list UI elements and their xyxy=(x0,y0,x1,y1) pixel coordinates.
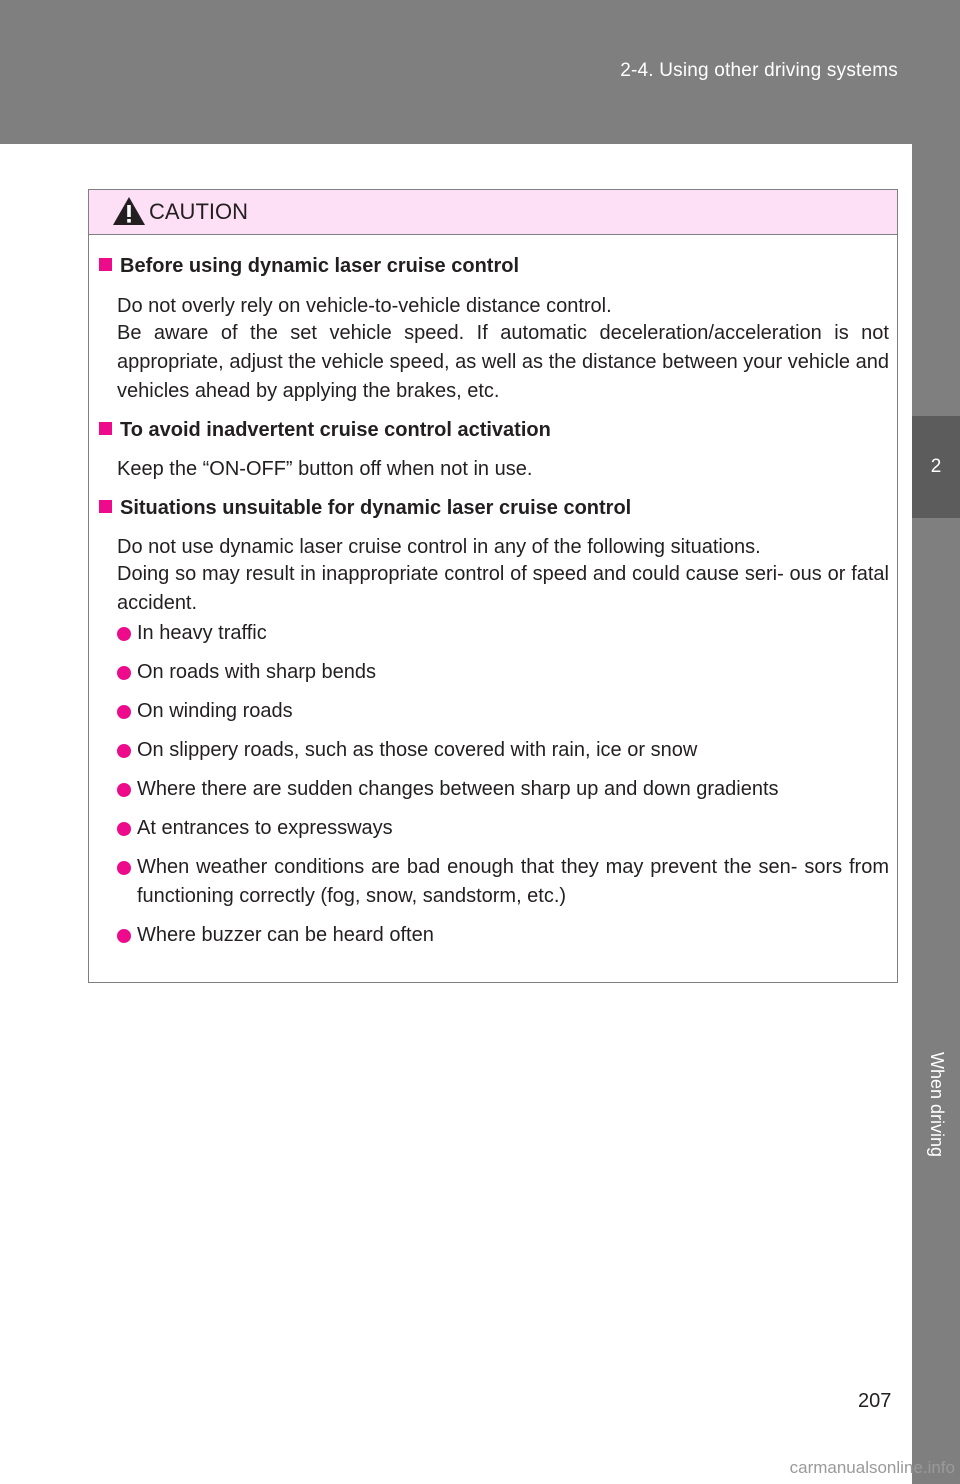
round-bullet-icon xyxy=(117,929,131,943)
caution-heading: CAUTION xyxy=(149,199,248,224)
list-item: On slippery roads, such as those covered with rain, ice or snow xyxy=(117,736,889,765)
paragraph-line: Keep the “ON-OFF” button off when not in use. xyxy=(117,458,533,480)
caution-header xyxy=(89,190,897,235)
square-bullet-icon xyxy=(99,500,112,513)
paragraph: Doing so may result in inappropriate control of speed and could cause seri- ous or fatal accident. xyxy=(117,563,889,614)
paragraph-line: Do not overly rely on vehicle-to-vehicle distance control. xyxy=(117,295,612,317)
paragraph-line: Do not use dynamic laser cruise control in any of the following situations. xyxy=(117,536,761,558)
round-bullet-icon xyxy=(117,627,131,641)
section-heading: To avoid inadvertent cruise control activation xyxy=(99,419,551,442)
section-heading: Before using dynamic laser cruise control xyxy=(99,255,519,278)
list-item: Where buzzer can be heard often xyxy=(117,921,889,950)
round-bullet-icon xyxy=(117,783,131,797)
chapter-label-tab xyxy=(912,518,960,1484)
chapter-label: When driving xyxy=(927,1052,947,1158)
list-item: In heavy traffic xyxy=(117,619,889,648)
round-bullet-icon xyxy=(117,705,131,719)
page-number: 207 xyxy=(858,1390,892,1412)
square-bullet-icon xyxy=(99,422,112,435)
round-bullet-icon xyxy=(117,744,131,758)
chapter-number-tab: 2 xyxy=(912,416,960,518)
section-heading: Situations unsuitable for dynamic laser cruise control xyxy=(99,497,631,520)
round-bullet-icon xyxy=(117,861,131,875)
warning-triangle-icon xyxy=(112,196,146,226)
page-header xyxy=(0,0,960,144)
watermark-text: carmanualsonline.info xyxy=(789,1458,955,1477)
side-tab-top xyxy=(912,144,960,416)
round-bullet-icon xyxy=(117,666,131,680)
list-item: On roads with sharp bends xyxy=(117,658,889,687)
list-item: Where there are sudden changes between sharp up and down gradients xyxy=(117,775,889,804)
round-bullet-icon xyxy=(117,822,131,836)
square-bullet-icon xyxy=(99,258,112,271)
list-item: When weather conditions are bad enough that they may prevent the sen- sors from functioning correctly (fog, snow, sandstorm, etc.) xyxy=(117,853,889,911)
list-item: On winding roads xyxy=(117,697,889,726)
caution-box xyxy=(88,189,898,983)
paragraph: Be aware of the set vehicle speed. If automatic deceleration/acceleration is not appropriate, adjust the vehicle speed, as well as the distance between your vehicle and vehicles ahead by applying the brakes, etc. xyxy=(117,322,889,402)
section-title: 2-4. Using other driving systems xyxy=(620,60,898,81)
list-item: At entrances to expressways xyxy=(117,814,889,843)
